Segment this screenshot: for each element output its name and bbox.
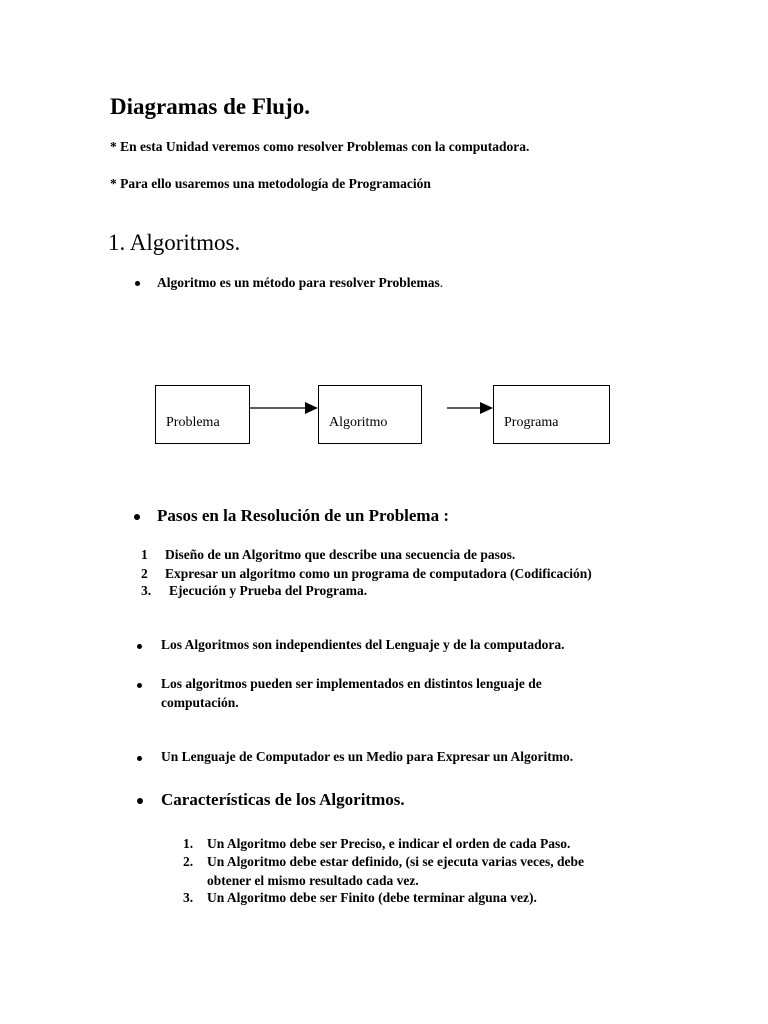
pasos-item-3: Ejecución y Prueba del Programa. (169, 583, 368, 598)
bullet-icon (137, 644, 142, 649)
caract-num-1: 1. (183, 836, 194, 851)
bullet-icon (137, 683, 142, 688)
pasos-item-1: Diseño de un Algoritmo que describe una secuencia de pasos. (165, 547, 516, 562)
pasos-num-3: 3. (141, 583, 152, 598)
bullet-icon (134, 514, 140, 520)
flow-box-label: Programa (504, 415, 559, 430)
caract-item-1: Un Algoritmo debe ser Preciso, e indicar el orden de cada Paso. (207, 836, 571, 851)
caract-item-3: Un Algoritmo debe ser Finito (debe terminar alguna vez). (207, 890, 537, 905)
caract-num-2: 2. (183, 854, 194, 869)
caracteristicas-heading: Características de los Algoritmos. (161, 790, 405, 809)
flow-box-label: Problema (166, 415, 220, 430)
arrow-icon (447, 402, 493, 414)
pasos-item-2: Expresar un algoritmo como un programa de computadora (Codificación) (165, 566, 592, 581)
pasos-heading: Pasos en la Resolución de un Problema : (157, 506, 450, 525)
arrow-icon (250, 402, 318, 414)
bullet-icon (137, 756, 142, 761)
flow-box-label: Algoritmo (329, 415, 388, 430)
note-lenguaje: Un Lenguaje de Computador es un Medio para Expresar un Algoritmo. (161, 749, 574, 764)
intro-line-1: * En esta Unidad veremos como resolver Problemas con la computadora. (110, 139, 530, 154)
bullet-icon (137, 798, 143, 804)
note-implementados-line-2: computación. (161, 695, 239, 710)
caract-num-3: 3. (183, 890, 194, 905)
caract-item-2-line-2: obtener el mismo resultado cada vez. (207, 873, 419, 888)
page-title: Diagramas de Flujo. (110, 94, 310, 119)
caract-item-2-line-1: Un Algoritmo debe estar definido, (si se ejecuta varias veces, debe (207, 854, 584, 869)
intro-line-2: * Para ello usaremos una metodología de Programación (110, 176, 431, 191)
pasos-num-1: 1 (141, 547, 148, 562)
pasos-num-2: 2 (141, 566, 148, 581)
algoritmo-definition: Algoritmo es un método para resolver Problemas. (157, 275, 444, 290)
note-implementados-line-1: Los algoritmos pueden ser implementados en distintos lenguaje de (161, 676, 542, 691)
section-heading-algoritmos: 1. Algoritmos. (108, 230, 241, 255)
note-independientes: Los Algoritmos son independientes del Lenguaje y de la computadora. (161, 637, 565, 652)
